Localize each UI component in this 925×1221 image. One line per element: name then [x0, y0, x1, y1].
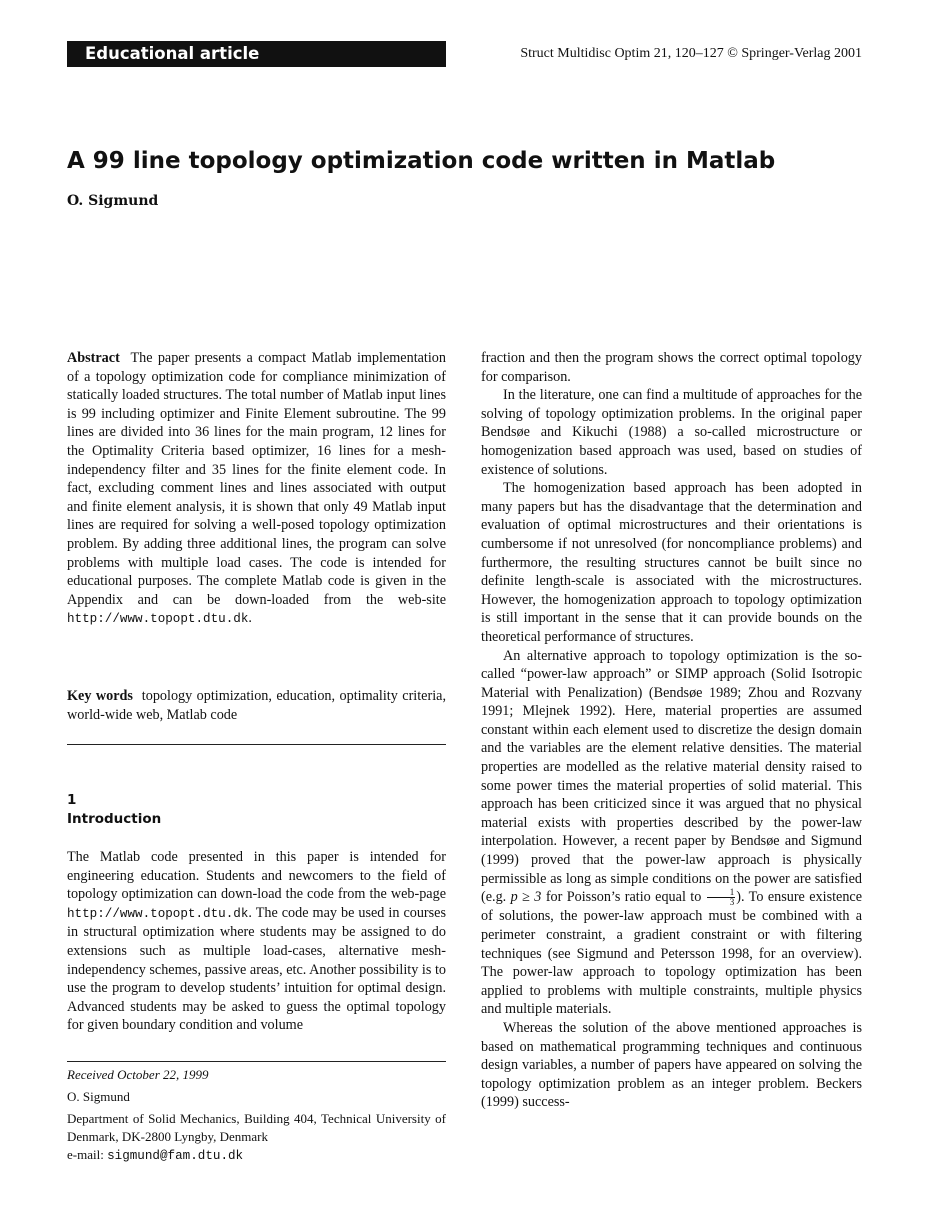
journal-citation: Struct Multidisc Optim 21, 120–127 © Springer-Verlag 2001 — [520, 46, 862, 61]
body-paragraph: In the literature, one can find a multitude of approaches for the solving of topology optimization problems. In the original paper Bendsøe and Kikuchi (1988) a so-called microstructure or homogenization based approach was used, based on studies of existence of solutions. — [481, 387, 862, 478]
footnote-author: O. Sigmund — [67, 1089, 130, 1104]
footnote-divider — [67, 1061, 446, 1062]
math-inequality: p ≥ 3 — [510, 889, 542, 906]
fraction-one-third — [707, 888, 736, 907]
abstract-block — [67, 349, 446, 629]
p3-end: ). To ensure existence of solutions, the power-law approach must be combined with a perimeter constraint, a gradient constraint or with filtering techniques (see Sigmund and Petersson 1998, for an overview). The power-law approach to topology optimization has been applied to problems with multiple constraints, multiple physics and multiple materials. — [481, 889, 863, 1018]
abstract-text: The paper presents a compact Matlab implementation of a topology optimization code for compliance minimization of statically loaded structures. The total number of Matlab input lines is 99 including optimizer and Finite Element subroutine. The 99 lines are divided into 36 lines for the main program, 12 lines for the Optimality Criteria based optimizer, 16 lines for a mesh-independency filter and 35 lines for the finite element code. In fact, excluding comment lines and lines associated with output and finite element analysis, it is shown that only 49 Matlab input lines are required for solving a well-posed topology optimization problem. By adding three additional lines, the program can solve problems with multiple load cases. The code is intended for educational purposes. The complete Matlab code is given in the Appendix and can be down-loaded from the web-site — [67, 350, 446, 608]
email-link[interactable]: sigmund@fam.dtu.dk — [107, 1149, 244, 1163]
body-paragraph: fraction and then the program shows the correct optimal topology for comparison. — [481, 350, 862, 385]
right-column — [481, 349, 862, 1112]
body-paragraph: The homogenization based approach has been adopted in many papers but has the disadvantage that the determination and evaluation of optimal microstructures and their orientations is cumbersome if not unresolved (for noncompliance problems) and furthermore, the resulting structures cannot be built since no definite length-scale is associated with the microstructures. However, the homogenization approach to topology optimization is still important in the sense that it can provide bounds on the theoretical performance of structures. — [481, 480, 862, 645]
abstract-paragraph — [67, 349, 446, 629]
body-paragraph — [481, 647, 862, 1020]
fraction-numerator: 1 — [707, 888, 736, 898]
article-type-banner: Educational article — [67, 41, 446, 67]
intro-url-link[interactable]: http://www.topopt.dtu.dk — [67, 906, 249, 921]
section-number: 1 — [67, 792, 77, 808]
keywords-text: topology optimization, education, optimality criteria, world-wide web, Matlab code — [67, 688, 446, 723]
intro-text-start: The Matlab code presented in this paper is intended for engineering education. Students and newcomers to the field of topology optimization can down-load the code from the web-page — [67, 849, 446, 903]
section-title: Introduction — [67, 811, 162, 827]
author-name: O. Sigmund — [67, 193, 159, 209]
keywords-block — [67, 687, 446, 724]
p3-start: An alternative approach to topology optimization is the so-called “power-law approach” or SIMP approach (Solid Isotropic Material with Penalization) (Bendsøe 1989; Zhou and Rozvany 1991; Mlejnek 1992). Here, material properties are assumed constant within each element used to discretize the design domain and the variables are the element relative densities. The material properties are modelled as the relative material density raised to some power times the material properties of solid material. This approach has been criticized since it was argued that no physical material exists with properties described by the power-law interpolation. However, a recent paper by Bendsøe and Sigmund (1999) proved that the power-law approach is physically permissible as long as simple conditions on the power are satisfied (e.g. — [481, 647, 862, 906]
email-label: e-mail: — [67, 1147, 104, 1162]
received-date: Received October 22, 1999 — [67, 1067, 209, 1082]
fraction-denominator: 3 — [729, 897, 735, 908]
section-heading — [67, 791, 446, 829]
abstract-url-link[interactable]: http://www.topopt.dtu.dk — [67, 612, 249, 627]
email-line — [67, 1146, 446, 1165]
abstract-end: . — [248, 610, 252, 627]
abstract-label: Abstract — [67, 350, 120, 366]
introduction-text — [67, 848, 446, 1035]
keywords-label: Key words — [67, 688, 133, 704]
section-divider — [67, 744, 446, 745]
affiliation: Department of Solid Mechanics, Building 404, Technical University of Denmark, DK-2800 Lyngby, Denmark — [67, 1111, 446, 1144]
body-paragraph: Whereas the solution of the above mentioned approaches is based on mathematical programming techniques and continuous design variables, a number of papers have appeared on solving the topology optimization problem as an integer problem. Beckers (1999) success- — [481, 1020, 862, 1111]
footnote-block — [67, 1066, 446, 1165]
intro-text-end: . The code may be used in courses in structural optimization where students may be assigned to do extensions such as multiple load-cases, alternative mesh-independency schemes, passive areas, etc. Another possibility is to use the program to develop students’ intuition for optimal design. Advanced students may be asked to guess the optimal topology for given boundary condition and volume — [67, 904, 446, 1034]
p3-mid: for Poisson’s ratio equal to — [545, 889, 702, 906]
paper-title: A 99 line topology optimization code written in Matlab — [67, 148, 776, 174]
